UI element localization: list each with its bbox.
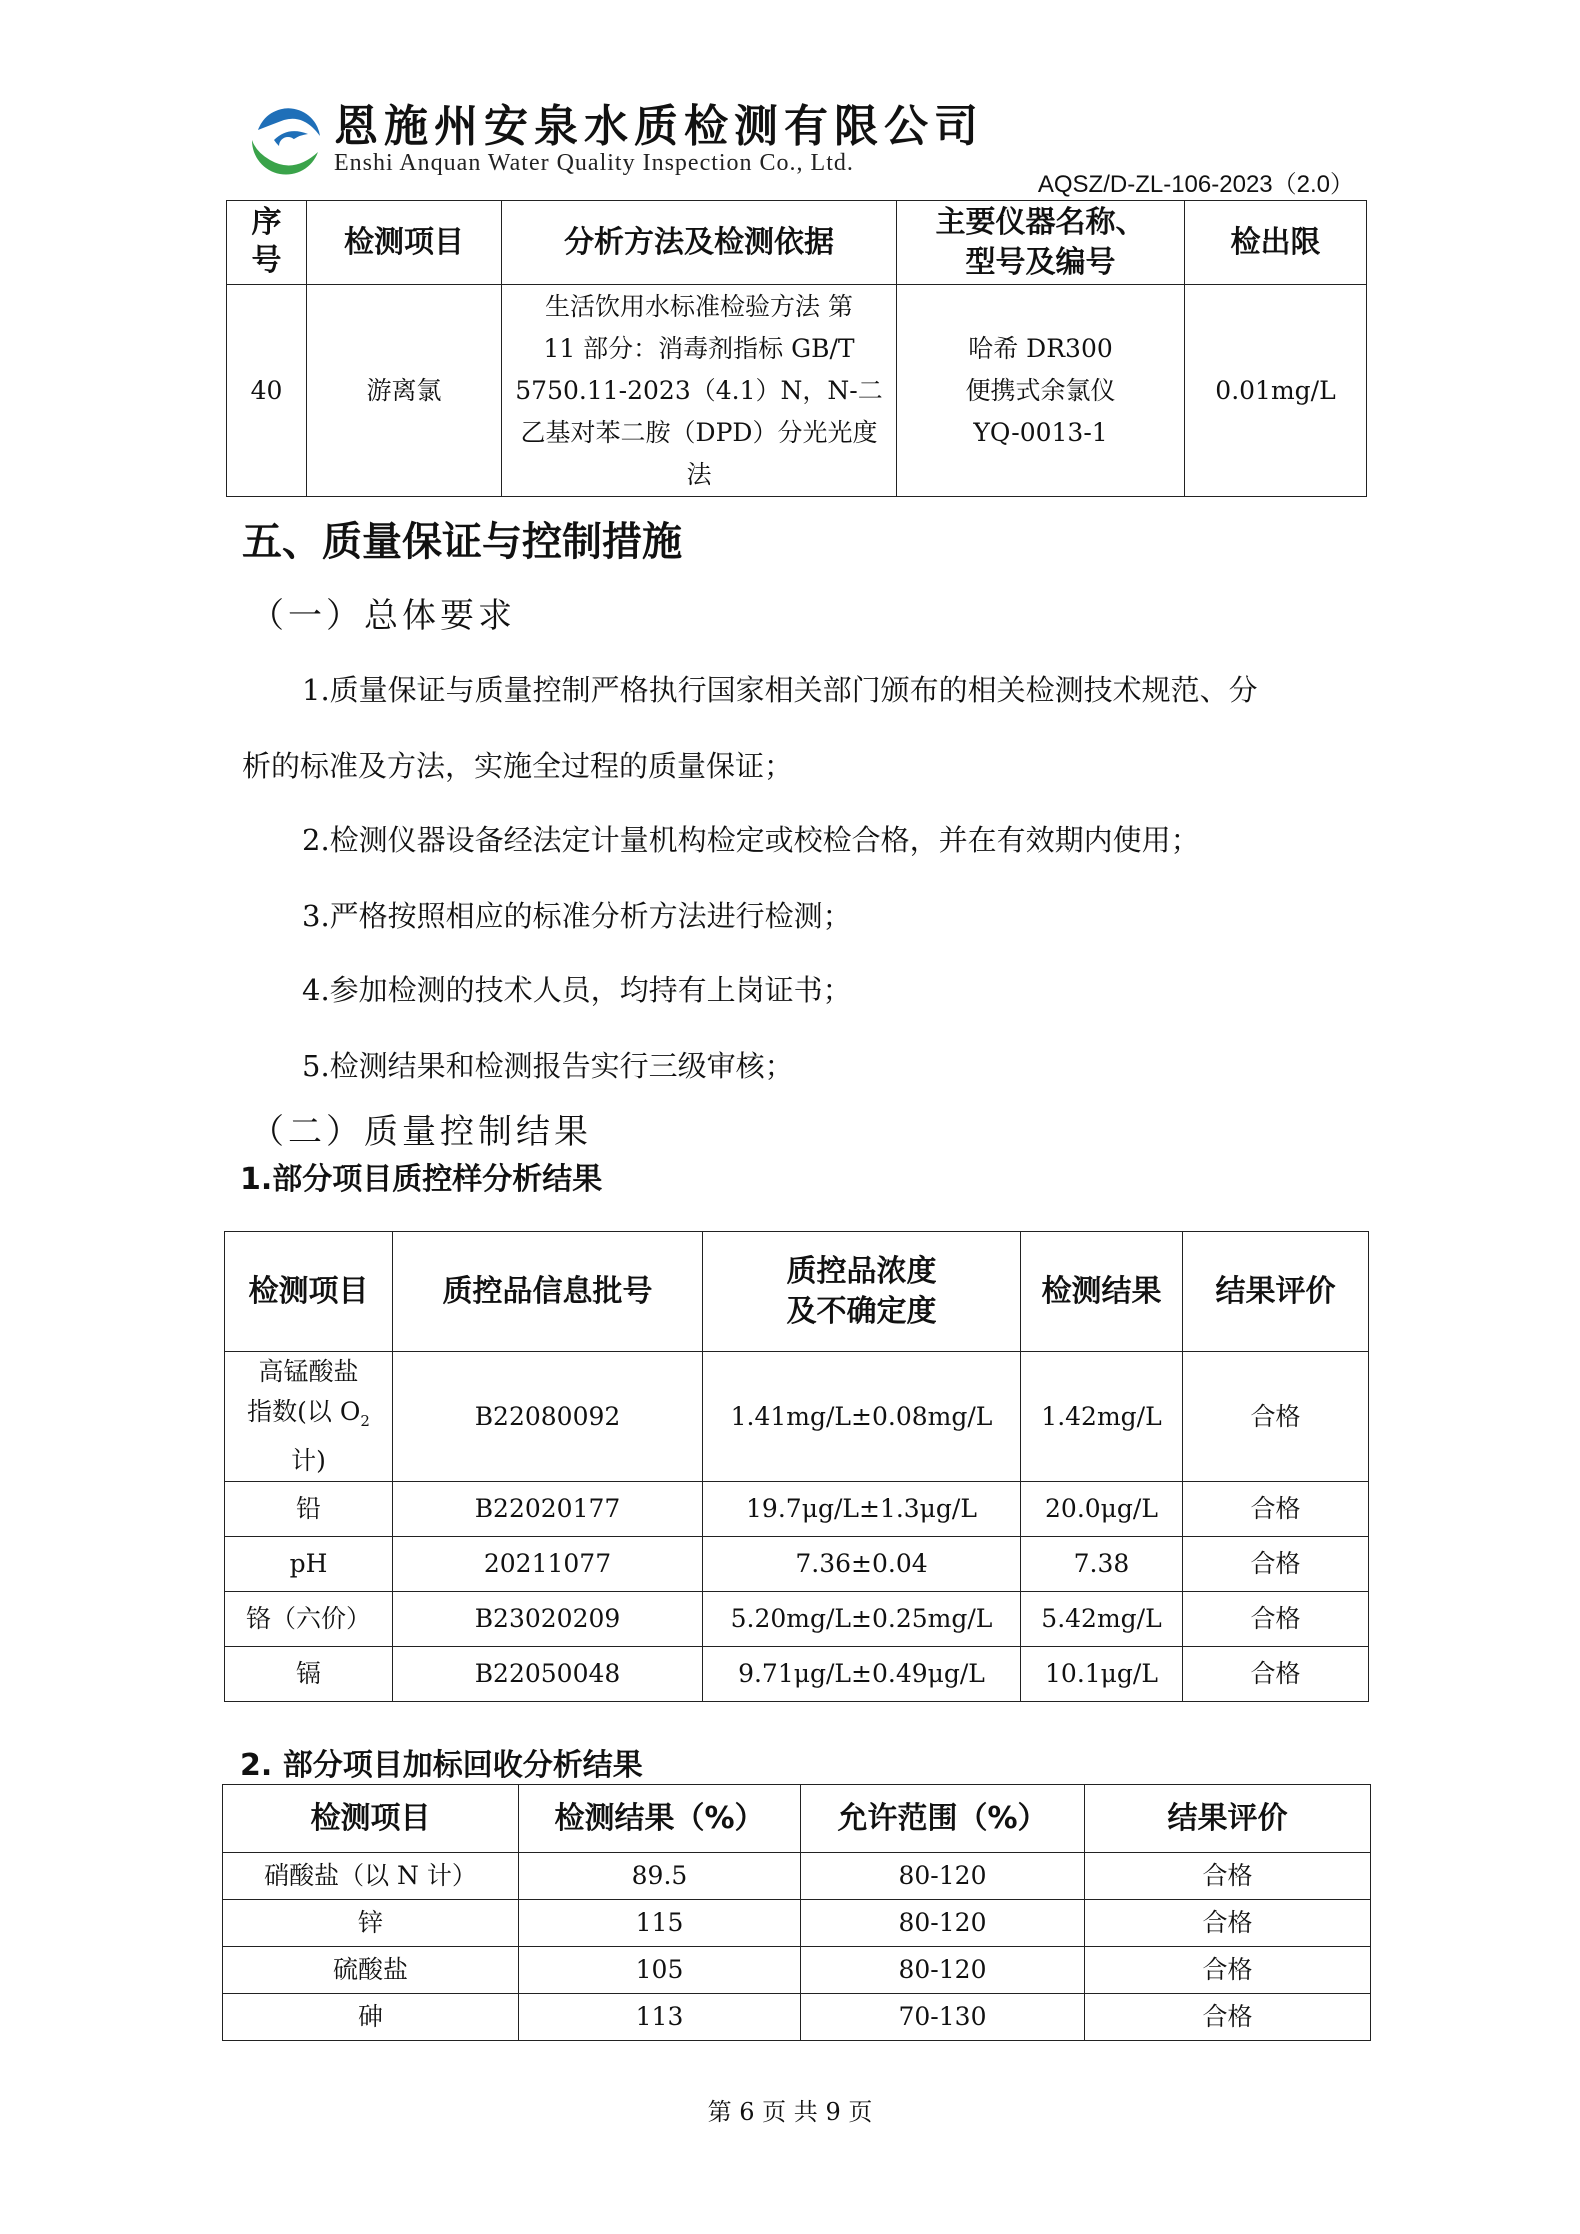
qc-header-conc — [703, 1232, 1021, 1352]
paragraph-1a: 1.质量保证与质量控制严格执行国家相关部门颁布的相关检测技术规范、分 — [302, 673, 1258, 707]
spike-eval: 合格 — [1085, 1853, 1371, 1900]
row-limit: 0.01mg/L — [1185, 285, 1367, 497]
paragraph-4: 4.参加检测的技术人员，均持有上岗证书； — [302, 973, 852, 1007]
qc-header-eval: 结果评价 — [1183, 1232, 1369, 1352]
qc-header-conc-line1: 质控品浓度 — [786, 1253, 937, 1289]
instrument-line: 哈希 DR300 — [968, 333, 1113, 363]
qc-batch: B22050048 — [393, 1647, 703, 1702]
qc-header-conc-line2: 及不确定度 — [786, 1293, 937, 1329]
spike-range: 80-120 — [801, 1900, 1085, 1947]
qc-item: pH — [225, 1537, 393, 1592]
document-code: AQSZ/D-ZL-106-2023（2.0） — [1037, 171, 1354, 198]
method-line: 法 — [686, 459, 712, 489]
qc-result: 1.42mg/L — [1021, 1352, 1183, 1482]
table-row — [223, 1994, 1371, 2041]
qc-conc: 1.41mg/L±0.08mg/L — [703, 1352, 1021, 1482]
spike-result: 113 — [519, 1994, 801, 2041]
qc-conc: 19.7μg/L±1.3μg/L — [703, 1482, 1021, 1537]
qc-result: 5.42mg/L — [1021, 1592, 1183, 1647]
qc-item-line: 高锰酸盐 — [258, 1357, 359, 1386]
spike-item: 锌 — [223, 1900, 519, 1947]
qc-eval: 合格 — [1183, 1647, 1369, 1702]
qc-result: 10.1μg/L — [1021, 1647, 1183, 1702]
qc-header-result: 检测结果 — [1021, 1232, 1183, 1352]
spike-header-range: 允许范围（%） — [801, 1785, 1085, 1853]
qc-eval: 合格 — [1183, 1537, 1369, 1592]
company-logo-icon — [244, 100, 328, 184]
table-row — [223, 1900, 1371, 1947]
qc-batch: B22080092 — [393, 1352, 703, 1482]
spike-range: 80-120 — [801, 1853, 1085, 1900]
paragraph-3: 3.严格按照相应的标准分析方法进行检测； — [302, 899, 852, 933]
qc-result: 20.0μg/L — [1021, 1482, 1183, 1537]
qc-item: 铬（六价） — [225, 1592, 393, 1647]
header-instrument: 主要仪器名称、型号及编号 — [897, 201, 1185, 285]
qc-eval: 合格 — [1183, 1482, 1369, 1537]
qc-eval: 合格 — [1183, 1592, 1369, 1647]
instrument-line: YQ-0013-1 — [973, 417, 1108, 447]
row-no: 40 — [227, 285, 307, 497]
spike-eval: 合格 — [1085, 1900, 1371, 1947]
spike-header-eval: 结果评价 — [1085, 1785, 1371, 1853]
qc-header-item: 检测项目 — [225, 1232, 393, 1352]
qc-batch: 20211077 — [393, 1537, 703, 1592]
page-footer: 第 6 页 共 9 页 — [707, 2098, 873, 2126]
paragraph-5: 5.检测结果和检测报告实行三级审核； — [302, 1049, 794, 1083]
qc-conc: 5.20mg/L±0.25mg/L — [703, 1592, 1021, 1647]
method-line: 生活饮用水标准检验方法 第 — [545, 291, 853, 321]
paragraph-1b: 析的标准及方法，实施全过程的质量保证； — [242, 749, 794, 783]
company-name-cn: 恩施州安泉水质检测有限公司 — [334, 101, 984, 152]
table-row — [225, 1482, 1369, 1537]
spike-table-title: 2. 部分项目加标回收分析结果 — [240, 1748, 643, 1783]
spike-header-result: 检测结果（%） — [519, 1785, 801, 1853]
qc-header-batch: 质控品信息批号 — [393, 1232, 703, 1352]
spike-header-item: 检测项目 — [223, 1785, 519, 1853]
qc-conc: 9.71μg/L±0.49μg/L — [703, 1647, 1021, 1702]
company-name-en: Enshi Anquan Water Quality Inspection Co., Ltd. — [334, 150, 854, 176]
spike-eval: 合格 — [1085, 1994, 1371, 2041]
section-title: 五、质量保证与控制措施 — [242, 519, 682, 565]
table-row — [223, 1853, 1371, 1900]
spike-item: 砷 — [223, 1994, 519, 2041]
table-row — [225, 1352, 1369, 1482]
spike-result: 105 — [519, 1947, 801, 1994]
spike-result: 115 — [519, 1900, 801, 1947]
table-row — [225, 1647, 1369, 1702]
method-line: 5750.11-2023（4.1）N，N-二 — [515, 375, 883, 405]
method-line: 11 部分：消毒剂指标 GB/T — [543, 333, 855, 363]
qc-conc: 7.36±0.04 — [703, 1537, 1021, 1592]
header-item: 检测项目 — [307, 201, 502, 285]
spike-result: 89.5 — [519, 1853, 801, 1900]
method-table — [226, 200, 1367, 497]
header-limit: 检出限 — [1185, 201, 1367, 285]
spike-range: 80-120 — [801, 1947, 1085, 1994]
qc-batch: B22020177 — [393, 1482, 703, 1537]
row-method — [502, 285, 897, 497]
qc-table — [224, 1231, 1369, 1702]
qc-table-title: 1.部分项目质控样分析结果 — [240, 1162, 603, 1197]
qc-item-line: 指数(以 $O_2$ — [247, 1397, 370, 1430]
spike-table — [222, 1784, 1371, 2041]
qc-eval: 合格 — [1183, 1352, 1369, 1482]
header-no: 序号 — [227, 201, 307, 285]
instrument-line: 便携式余氯仪 — [965, 375, 1116, 405]
table-row — [225, 1592, 1369, 1647]
qc-item: 铅 — [225, 1482, 393, 1537]
qc-result: 7.38 — [1021, 1537, 1183, 1592]
spike-eval: 合格 — [1085, 1947, 1371, 1994]
qc-batch: B23020209 — [393, 1592, 703, 1647]
row-item: 游离氯 — [307, 285, 502, 497]
qc-item-line: 计) — [291, 1446, 326, 1475]
spike-item: 硫酸盐 — [223, 1947, 519, 1994]
method-line: 乙基对苯二胺（DPD）分光光度 — [520, 417, 878, 447]
row-instrument — [897, 285, 1185, 497]
subsection-title-qc: （二）质量控制结果 — [250, 1112, 592, 1152]
spike-range: 70-130 — [801, 1994, 1085, 2041]
qc-item: 镉 — [225, 1647, 393, 1702]
header-method: 分析方法及检测依据 — [502, 201, 897, 285]
table-row — [223, 1947, 1371, 1994]
spike-item: 硝酸盐（以 N 计） — [223, 1853, 519, 1900]
qc-item — [225, 1352, 393, 1482]
paragraph-2: 2.检测仪器设备经法定计量机构检定或校检合格，并在有效期内使用； — [302, 823, 1200, 857]
table-row — [225, 1537, 1369, 1592]
subsection-title-general: （一）总体要求 — [250, 596, 516, 636]
